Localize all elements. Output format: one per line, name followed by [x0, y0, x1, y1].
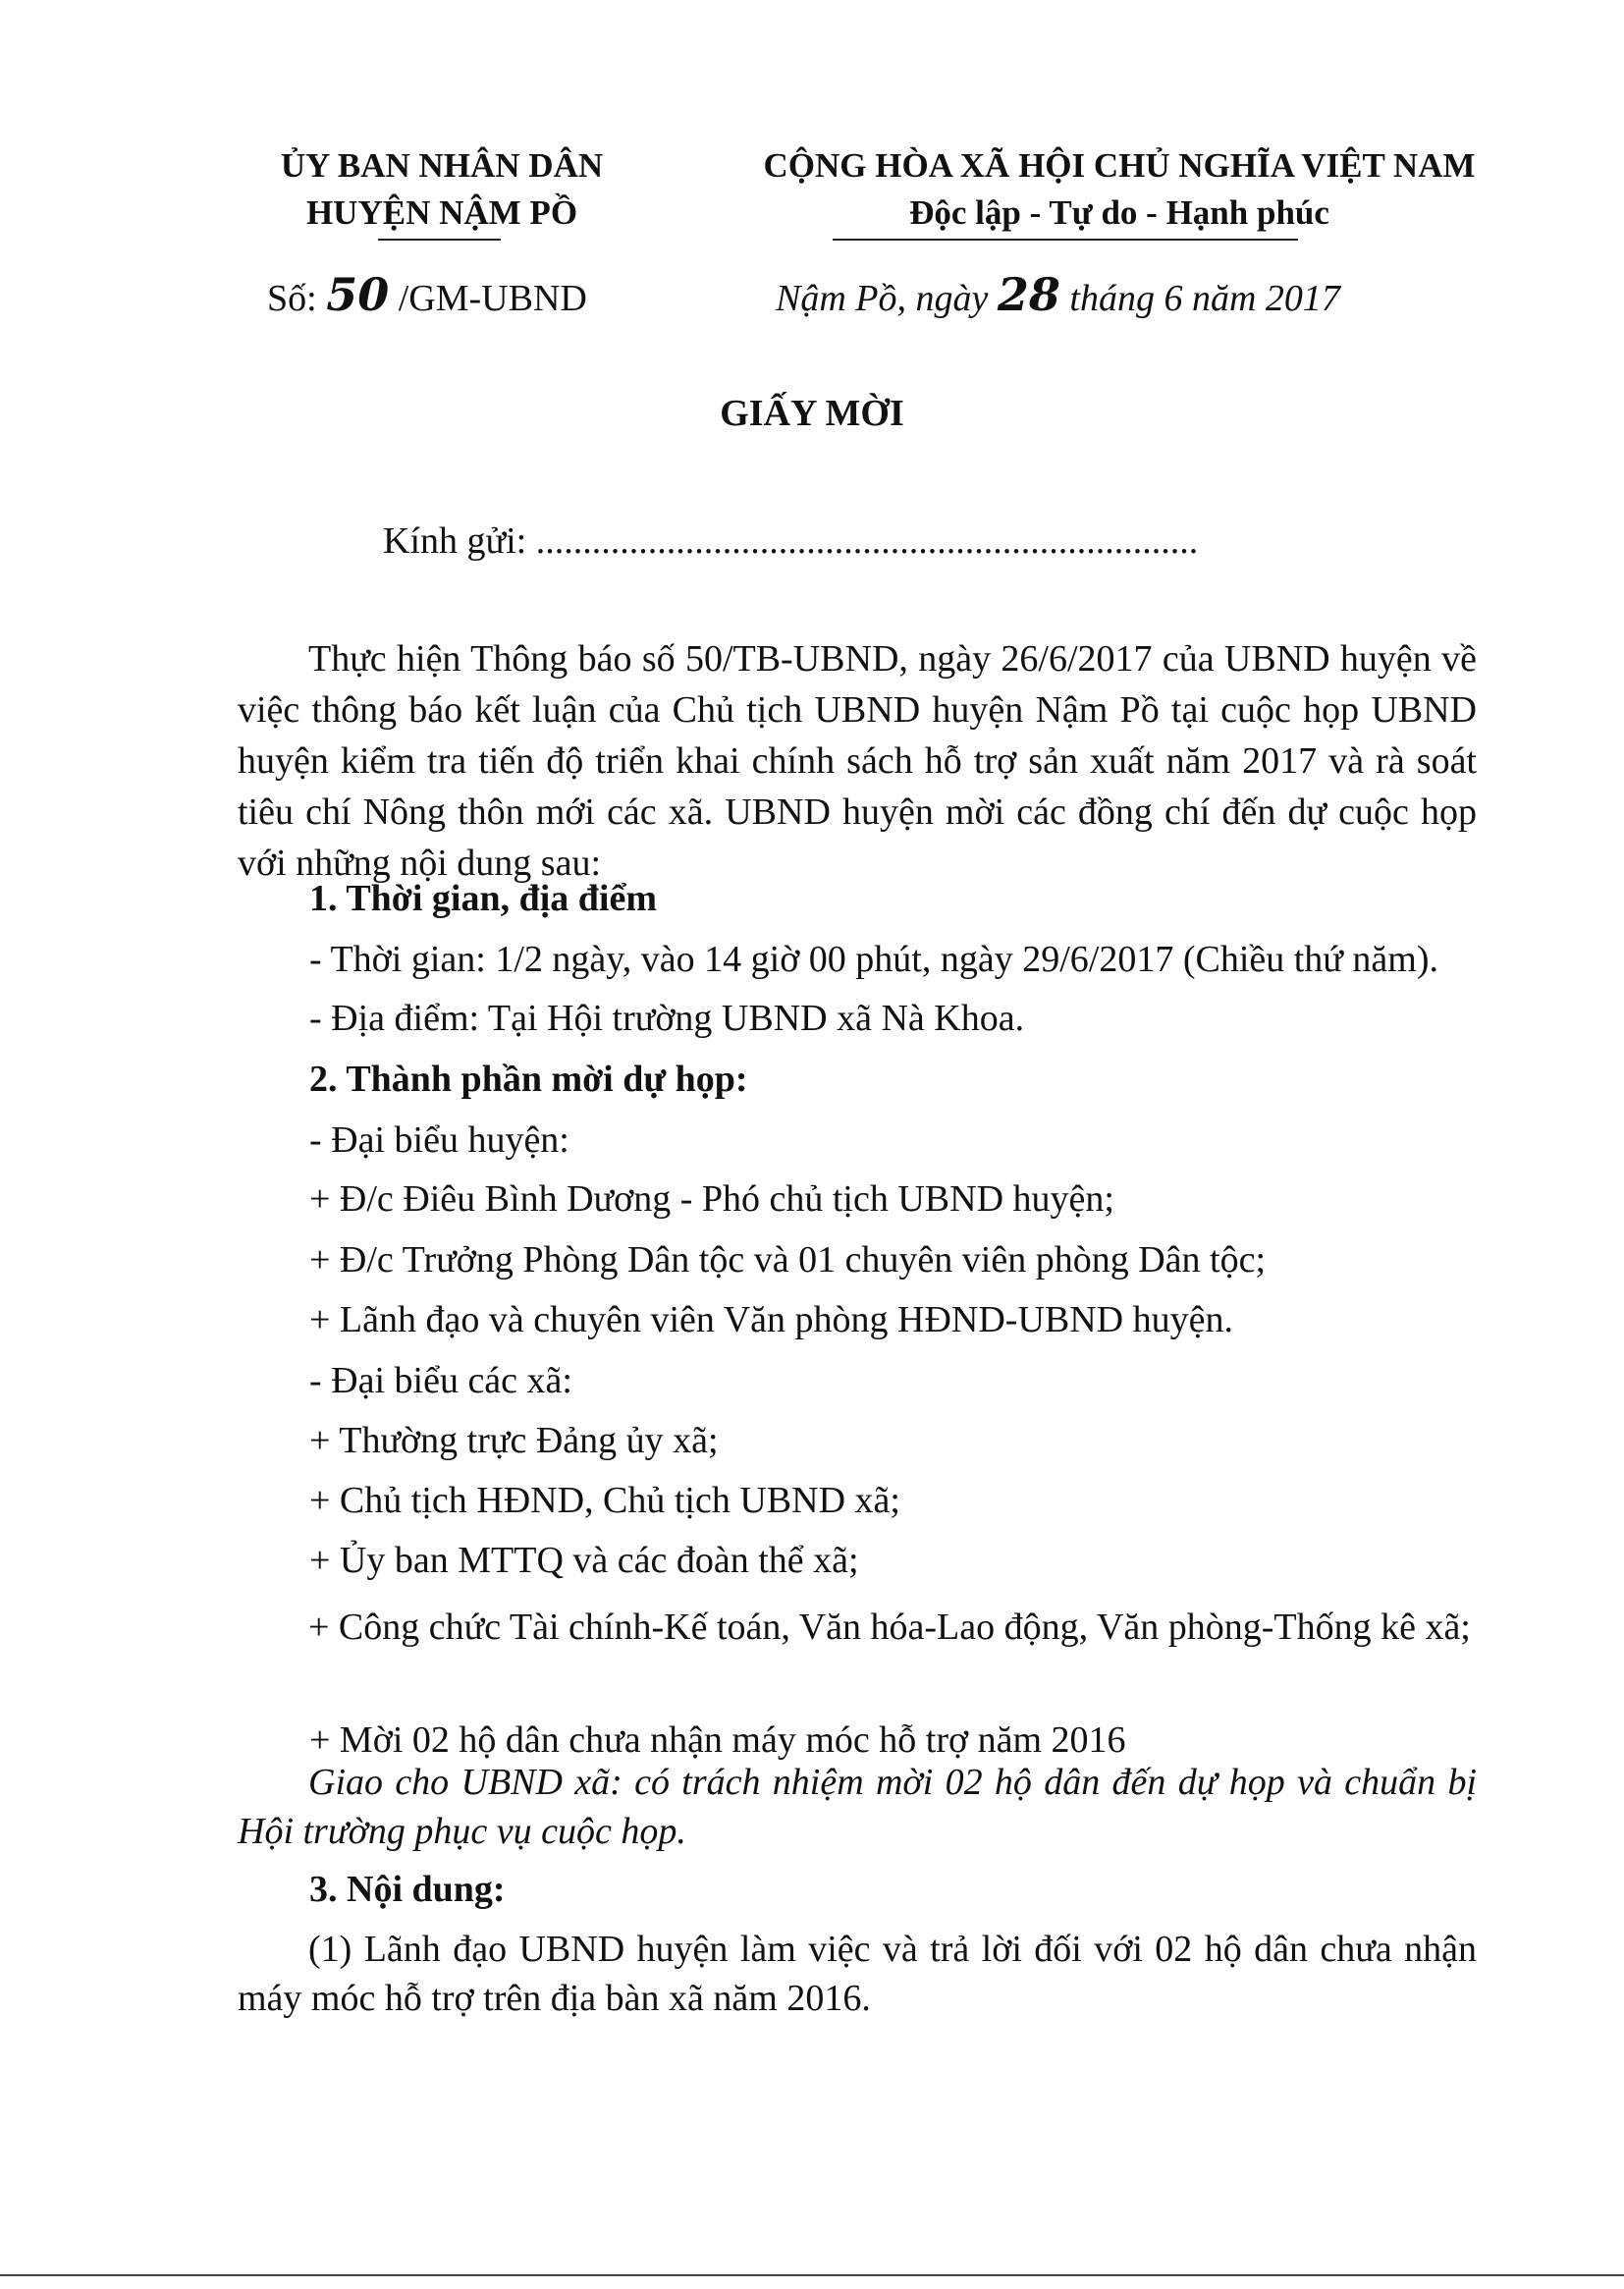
- handwritten-number: 50: [326, 268, 390, 321]
- meeting-time: - Thời gian: 1/2 ngày, vào 14 giờ 00 phút, ngày 29/6/2017 (Chiều thứ năm).: [309, 939, 1438, 980]
- section3-heading: 3. Nội dung:: [309, 1869, 506, 1910]
- district-delegate-item: + Đ/c Trưởng Phòng Dân tộc và 01 chuyên viên phòng Dân tộc;: [309, 1239, 1267, 1281]
- district-delegate-item: + Đ/c Điêu Bình Dương - Phó chủ tịch UBND huyện;: [309, 1178, 1114, 1220]
- agency-block: [236, 142, 648, 237]
- date-prefix: Nậm Pồ, ngày: [776, 278, 989, 319]
- section2-heading: 2. Thành phần mời dự họp:: [309, 1059, 748, 1100]
- number-suffix: /GM-UBND: [398, 278, 587, 319]
- district-delegates-label: - Đại biểu huyện:: [309, 1119, 569, 1161]
- document-number: [267, 267, 587, 326]
- agency-name: ỦY BAN NHÂN DÂN: [280, 146, 604, 185]
- national-motto-block: [677, 142, 1561, 237]
- national-title: CỘNG HÒA XÃ HỘI CHỦ NGHĨA VIỆT NAM: [763, 146, 1476, 185]
- commune-delegates-label: - Đại biểu các xã:: [309, 1360, 572, 1401]
- intro-paragraph: Thực hiện Thông báo số 50/TB-UBND, ngày 26/6/2017 của UBND huyện về việc thông báo kết luận của Chủ tịch UBND huyện Nậm Pồ tại cuộc họp UBND huyện kiểm tra tiến độ triển khai chính sách hỗ trợ sản xuất năm 2017 và rà soát tiêu chí Nông thôn mới các xã. UBND huyện mời các đồng chí đến dự cuộc họp với những nội dung sau:: [238, 638, 1477, 884]
- recipient-line: Kính gửi: .......................................................................: [383, 520, 1199, 562]
- document-date: [776, 267, 1340, 326]
- national-motto: Độc lập - Tự do - Hạnh phúc: [909, 193, 1329, 232]
- commune-delegate-item: + Mời 02 hộ dân chưa nhận máy móc hỗ trợ năm 2016: [309, 1719, 1126, 1761]
- section1-heading: 1. Thời gian, địa điểm: [309, 878, 657, 919]
- date-suffix: tháng 6 năm 2017: [1069, 278, 1340, 319]
- meeting-place: - Địa điểm: Tại Hội trường UBND xã Nà Khoa.: [309, 998, 1025, 1039]
- commune-task-note: Giao cho UBND xã: có trách nhiệm mời 02 hộ dân đến dự họp và chuẩn bị Hội trường phục vụ cuộc họp.: [238, 1762, 1477, 1852]
- number-prefix: Số:: [267, 278, 317, 319]
- motto-divider: [833, 239, 1298, 241]
- commune-delegate-item: + Công chức Tài chính-Kế toán, Văn hóa-Lao động, Văn phòng-Thống kê xã;: [308, 1607, 1471, 1648]
- district-name: HUYỆN NẬM PỒ: [305, 193, 578, 232]
- commune-delegate-item: + Ủy ban MTTQ và các đoàn thể xã;: [309, 1540, 859, 1581]
- handwritten-day: 28: [997, 268, 1060, 321]
- page-bottom-rule: [0, 2274, 1624, 2276]
- commune-delegate-item: + Chủ tịch HĐND, Chủ tịch UBND xã;: [309, 1480, 900, 1521]
- content-item-1: (1) Lãnh đạo UBND huyện làm việc và trả lời đối với 02 hộ dân chưa nhận máy móc hỗ trợ trên địa bàn xã năm 2016.: [238, 1929, 1477, 2019]
- commune-delegate-item: + Thường trực Đảng ủy xã;: [309, 1420, 719, 1461]
- agency-divider: [378, 239, 501, 241]
- district-delegate-item: + Lãnh đạo và chuyên viên Văn phòng HĐND-UBND huyện.: [309, 1299, 1233, 1340]
- document-title: GIẤY MỜI: [720, 393, 904, 434]
